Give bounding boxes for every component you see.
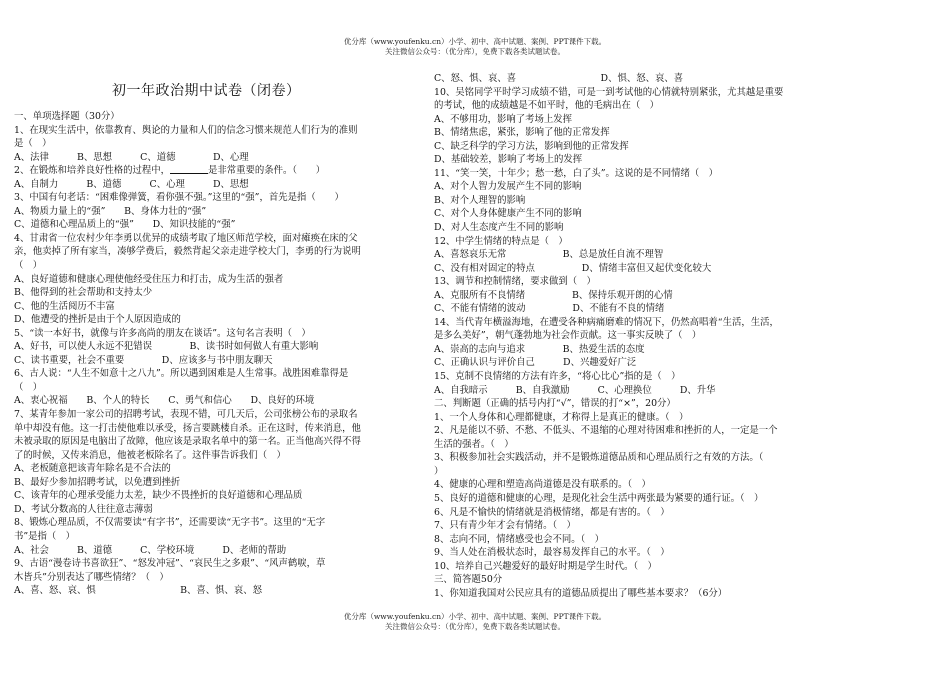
text-line: C、没有相对固定的特点 D、情绪丰富但又起伏变化较大 [434, 262, 712, 274]
text-line: A、社会 B、道德 C、学校环境 D、老师的帮助 [14, 544, 287, 556]
text-line: D、基础较差，影响了考场上的发挥 [434, 154, 583, 166]
text-line: B、他得到的社会帮助和支持太少 [14, 287, 153, 299]
text-line: 单中却没有他。这一打击使他难以承受，扬言要跳楼自杀。正在这时，传来消息，他 [14, 422, 361, 434]
text-line: 6、凡是不愉快的情绪就是消极情绪，都是有害的。（ ） [434, 506, 670, 518]
text-line: A、对个人智力发展产生不同的影响 [434, 181, 582, 193]
text-line: 未被录取的原因是电脑出了故障，他应该是录取名单中的第一名。正当他高兴得不得 [14, 436, 361, 448]
text-line: 6、古人说：“人生不如意十之八九”。所以遇到困难是人生常事。战胜困难靠得是 [14, 368, 349, 380]
question-2-line [14, 164, 414, 178]
text-line: A、良好道德和健康心理使他经受住压力和打击，成为生活的强者 [14, 273, 284, 285]
text-line: 书”是指（ ） [14, 530, 76, 542]
text-line: 4、健康的心理和塑造高尚道德是没有联系的。（ ） [434, 479, 651, 491]
text-line: C、道德和心理品质上的“强” D、知识技能的“强” [14, 219, 236, 231]
text-line: 亲，他卖掉了所有家当，凑够学费后，毅然背起父亲走进学校大门，李勇的行为说明 [14, 246, 361, 258]
text-line: 13、调节和控制情绪，要求做到（ ） [434, 276, 596, 288]
text-line: （ ） [14, 260, 43, 272]
text-line: B、情绪焦虑，紧张，影响了他的正常发挥 [434, 127, 610, 139]
text-line: 4、甘肃省一位农村少年李勇以优异的成绩考取了地区师范学校，面对瘫痪在床的父 [14, 232, 358, 244]
text-line: B、最好少参加招聘考试，以免遭到挫折 [14, 476, 181, 488]
text-line: 15、克制不良情绪的方法有许多，“将心比心”指的是（ ） [434, 371, 681, 383]
text-line: C、正确认识与评价自己 D、兴趣爱好广泛 [434, 357, 637, 369]
text-line: D、他遭受的挫折是由于个人原因造成的 [14, 314, 181, 326]
text-line: 1、在现实生活中，依靠教育、舆论的力量和人们的信念习惯来规范人们行为的准则 [14, 124, 358, 136]
text-line: 二、判断题（正确的括号内打“√”，错误的打“×”，20分） [434, 398, 676, 410]
text-line: 5、“读一本好书，就像与许多高尚的朋友在谈话”。这句名言表明（ ） [14, 327, 311, 339]
text-line: A、崇高的志向与追求 B、热爱生活的态度 [434, 343, 645, 355]
text-line: A、不够用功，影响了考场上发挥 [434, 113, 573, 125]
page-footer [0, 612, 950, 632]
text-line: 11、“笑一笑，十年少；愁一愁，白了头”。这说的是不同情绪（ ） [434, 167, 719, 179]
text-line: D、考试分数高的人往往意志薄弱 [14, 503, 153, 515]
page-header [0, 37, 950, 57]
text-line: 一、单项选择题（30分） [14, 111, 120, 122]
text-line: 12、中学生情绪的特点是（ ） [434, 235, 568, 247]
text-line: （ ） [14, 381, 43, 393]
text-line: 了的时候，又传来消息，他被老板除名了。这件事告诉我们（ ） [14, 449, 286, 461]
q2-prefix: 2、在锻炼和培养良好性格的过程中， [14, 165, 170, 177]
text-line: 三、简答题50分 [434, 574, 503, 586]
exam-title: 初一年政治期中试卷（闭卷） [112, 83, 301, 99]
text-line: 10、培养自己兴趣爱好的最好时期是学生时代。（ ） [434, 560, 657, 572]
q2-suffix: 是非常重要的条件。（ ） [207, 165, 326, 177]
text-line: A、自制力 B、道德 C、心理 D、思想 [14, 178, 249, 190]
text-line: A、克服所有不良情绪 B、保持乐观开朗的心情 [434, 289, 673, 301]
text-line: 的考试，他的成绩越是不如平时，他的毛病出在（ ） [434, 100, 660, 112]
text-line: B、对个人理智的影响 [434, 194, 526, 206]
text-line: 是（ ） [14, 138, 52, 150]
text-line: 8、志向不同，情绪感受也会不同。（ ） [434, 533, 605, 545]
header-line-1: 优分库（www.youfenku.cn）小学、初中、高中试题、案例、PPT课件下载。 [343, 37, 607, 46]
text-line: 10、吴铭同学平时学习成绩不错，可是一到考试他的心情就特别紧张，尤其越是重要 [434, 86, 784, 98]
fill-blank [170, 164, 208, 174]
header-line-2: 关注微信公众号：（优分库），免费下载各类试题试卷。 [385, 47, 565, 56]
text-line: 是多么美好”，朝气蓬勃地为社会作贡献。这一事实反映了（ ） [434, 330, 702, 342]
text-line: 3、中国有句老话：“困难像弹簧，看你强不强。”这里的“强”，首先是指（ ） [14, 192, 344, 204]
left-column [14, 72, 414, 598]
text-line: A、衷心祝福 B、个人的特长 C、勇气和信心 D、良好的环境 [14, 395, 315, 407]
text-line: C、怒、惧、哀、喜 D、惧、怒、哀、喜 [434, 73, 684, 84]
text-line: D、对人生态度产生不同的影响 [434, 222, 564, 234]
text-line: 14、当代青年横溢海地，在遭受各种病痛磨难的情况下，仍然高唱着“生活，生活， [434, 316, 779, 328]
text-line: 1、一个人身体和心理都健康，才称得上是真正的健康。（ ） [434, 411, 689, 423]
text-line: A、喜、怒、哀、惧 B、喜、惧、哀、怒 [14, 585, 263, 597]
text-line: 1、你知道我国对公民应具有的道德品质提出了哪些基本要求？（6分） [434, 587, 728, 599]
text-line: ） [434, 465, 444, 477]
text-line: 2、凡是能以不骄、不愁、不低头、不退缩的心理对待困难和挫折的人，一定是一个 [434, 425, 778, 437]
text-line: A、喜怒哀乐无常 B、总是放任自流不理智 [434, 249, 664, 261]
text-line: C、对个人身体健康产生不同的影响 [434, 208, 582, 220]
text-line: A、自我暗示 B、自我激励 C、心理换位 D、升华 [434, 384, 716, 396]
text-line: C、读书重要，社会不重要 D、应该多与书中朋友聊天 [14, 354, 273, 366]
text-line: 3、积极参加社会实践活动，并不是锻炼道德品质和心理品质行之有效的方法。（ [434, 452, 764, 464]
footer-line-2: 关注微信公众号：（优分库），免费下载各类试题试卷。 [385, 622, 565, 631]
text-line: 9、当人处在消极状态时，最容易发挥自己的水平。（ ） [434, 547, 670, 559]
footer-line-1: 优分库（www.youfenku.cn）小学、初中、高中试题、案例、PPT课件下载。 [343, 612, 607, 621]
text-line: C、该青年的心理承受能力太差，缺少不畏挫折的良好道德和心理品质 [14, 490, 303, 502]
text-line: A、老板随意把该青年除名是不合法的 [14, 463, 171, 475]
text-line: C、不能有情绪的波动 D、不能有不良的情绪 [434, 303, 665, 315]
text-line: C、他的生活阅历不丰富 [14, 300, 115, 312]
text-line: A、法律 B、思想 C、道德 D、心理 [14, 151, 249, 163]
text-line: 5、良好的道德和健康的心理，是现化社会生活中两张最为紧要的通行证。（ ） [434, 492, 764, 504]
text-line: 9、古语“漫卷诗书喜欲狂”、“怒发冲冠”、“哀民生之多艰”、“风声鹤唳，草 [14, 558, 326, 570]
text-line: C、缺乏科学的学习方法，影响到他的正常发挥 [434, 140, 629, 152]
text-line: A、物质力量上的“强” B、身体力壮的“强” [14, 205, 207, 217]
text-line: 7、某青年参加一家公司的招聘考试，表现不错，可几天后，公司张榜公布的录取名 [14, 409, 358, 421]
text-line: A、好书，可以使人永远不犯错误 B、读书时如何做人有重大影响 [14, 341, 319, 353]
text-line: 8、锻炼心理品质，不仅需要读“有字书”，还需要读“无字书”。这里的“无字 [14, 517, 326, 529]
right-column [434, 72, 844, 600]
text-line: 7、只有青少年才会有情绪。（ ） [434, 520, 576, 532]
text-line: 生活的强者。（ ） [434, 438, 514, 450]
text-line: 木皆兵”分别表达了哪些情绪？（ ） [14, 571, 169, 583]
